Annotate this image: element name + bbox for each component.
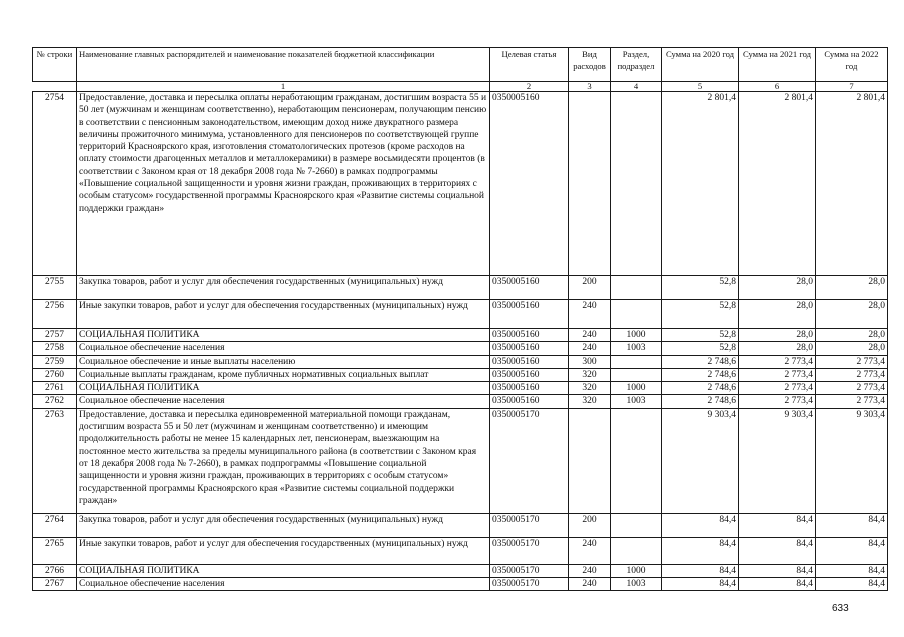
row-name: Закупка товаров, работ и услуг для обеспечения государственных (муниципальных) нужд [77,276,490,300]
row-name: Закупка товаров, работ и услуг для обеспечения государственных (муниципальных) нужд [77,513,490,537]
table-row [33,355,888,368]
table-row [33,342,888,355]
header-row-no: № строки [33,48,77,82]
row-target: 0350005170 [490,578,569,591]
row-sum-2022: 9 303,4 [816,408,888,513]
row-section: 1003 [611,578,662,591]
row-sum-2020: 84,4 [662,564,739,577]
row-target: 0350005170 [490,513,569,537]
table-row [33,564,888,577]
row-sum-2021: 84,4 [739,564,816,577]
row-name: СОЦИАЛЬНАЯ ПОЛИТИКА [77,564,490,577]
row-sum-2022: 2 801,4 [816,92,888,276]
header-sum-2021: Сумма на 2021 год [739,48,816,82]
row-sum-2020: 52,8 [662,329,739,342]
header-name: Наименование главных распорядителей и наименование показателей бюджетной классификации [77,48,490,82]
row-name: СОЦИАЛЬНАЯ ПОЛИТИКА [77,329,490,342]
row-expense-type [569,92,611,276]
column-number: 2 [490,82,569,92]
row-sum-2021: 84,4 [739,578,816,591]
row-name: Иные закупки товаров, работ и услуг для обеспечения государственных (муниципальных) нужд [77,300,490,329]
row-name: Социальные выплаты гражданам, кроме публичных нормативных социальных выплат [77,368,490,381]
row-sum-2021: 9 303,4 [739,408,816,513]
row-expense-type: 200 [569,276,611,300]
table-header-row [33,48,888,82]
row-target: 0350005160 [490,342,569,355]
column-number: 5 [662,82,739,92]
row-section: 1000 [611,564,662,577]
budget-table [32,47,888,591]
row-number: 2762 [33,395,77,408]
row-expense-type: 200 [569,513,611,537]
row-sum-2021: 2 773,4 [739,355,816,368]
row-section: 1000 [611,382,662,395]
row-sum-2022: 28,0 [816,276,888,300]
table-row [33,276,888,300]
row-section [611,355,662,368]
row-expense-type: 320 [569,368,611,381]
row-sum-2021: 28,0 [739,342,816,355]
row-target: 0350005160 [490,300,569,329]
row-expense-type: 240 [569,300,611,329]
row-name: Социальное обеспечение населения [77,578,490,591]
row-sum-2021: 84,4 [739,537,816,564]
row-sum-2022: 84,4 [816,578,888,591]
row-sum-2021: 28,0 [739,300,816,329]
row-name: СОЦИАЛЬНАЯ ПОЛИТИКА [77,382,490,395]
row-target: 0350005160 [490,355,569,368]
table-row [33,382,888,395]
table-row [33,513,888,537]
row-section [611,368,662,381]
row-sum-2020: 2 748,6 [662,368,739,381]
row-target: 0350005160 [490,382,569,395]
column-number: 6 [739,82,816,92]
row-section [611,300,662,329]
row-sum-2022: 2 773,4 [816,382,888,395]
table-row [33,537,888,564]
header-section: Раздел, подраздел [611,48,662,82]
row-number: 2765 [33,537,77,564]
row-sum-2021: 2 801,4 [739,92,816,276]
row-sum-2022: 2 773,4 [816,355,888,368]
row-target: 0350005160 [490,395,569,408]
row-number: 2754 [33,92,77,276]
row-number: 2757 [33,329,77,342]
row-sum-2022: 28,0 [816,300,888,329]
row-expense-type: 240 [569,329,611,342]
row-sum-2021: 2 773,4 [739,395,816,408]
row-sum-2022: 2 773,4 [816,395,888,408]
table-row [33,578,888,591]
row-sum-2020: 2 748,6 [662,382,739,395]
row-section: 1000 [611,329,662,342]
row-sum-2020: 2 748,6 [662,355,739,368]
row-number: 2758 [33,342,77,355]
row-sum-2020: 52,8 [662,276,739,300]
row-sum-2022: 28,0 [816,342,888,355]
row-number: 2767 [33,578,77,591]
row-expense-type: 240 [569,564,611,577]
row-number: 2759 [33,355,77,368]
row-sum-2022: 2 773,4 [816,368,888,381]
row-target: 0350005170 [490,537,569,564]
row-sum-2021: 84,4 [739,513,816,537]
row-expense-type [569,408,611,513]
row-number: 2761 [33,382,77,395]
row-target: 0350005170 [490,564,569,577]
row-sum-2022: 84,4 [816,564,888,577]
row-name: Социальное обеспечение и иные выплаты населению [77,355,490,368]
row-target: 0350005160 [490,276,569,300]
row-expense-type: 320 [569,395,611,408]
row-target: 0350005160 [490,92,569,276]
row-number: 2764 [33,513,77,537]
column-number: 7 [816,82,888,92]
header-sum-2020: Сумма на 2020 год [662,48,739,82]
row-number: 2755 [33,276,77,300]
row-sum-2022: 28,0 [816,329,888,342]
row-name: Социальное обеспечение населения [77,342,490,355]
row-section: 1003 [611,342,662,355]
row-expense-type: 240 [569,537,611,564]
row-expense-type: 240 [569,342,611,355]
row-sum-2020: 52,8 [662,300,739,329]
header-sum-2022: Сумма на 2022 год [816,48,888,82]
row-sum-2021: 28,0 [739,329,816,342]
row-section [611,408,662,513]
row-expense-type: 300 [569,355,611,368]
row-sum-2020: 2 748,6 [662,395,739,408]
row-section [611,537,662,564]
row-number: 2760 [33,368,77,381]
row-sum-2021: 2 773,4 [739,382,816,395]
row-expense-type: 320 [569,382,611,395]
table-row [33,368,888,381]
table-row [33,329,888,342]
row-name: Предоставление, доставка и пересылка оплаты неработающим гражданам, достигшим возраста 55 и 50 лет (мужчинам и женщинам соответственно), неработающим пенсионерам, получающим пенсию в соответствии с пенсионным законодательством, имеющим доход ниже двукратного размера величины прожиточного минимума, установленного для пенсионеров по соответствующей группе территорий Красноярского края, изготовления стоматологических протезов (кроме расходов на оплату стоимости драгоценных металлов и металлокерамики) в размере восьмидесяти процентов (в соответствии с Законом края от 18 декабря 2008 года № 7-2660) в рамках подпрограммы «Повышение социальной защищенности и уровня жизни граждан, проживающих в территориях с особым статусом» государственной программы Красноярского края «Развитие системы социальной поддержки граждан» [77,92,490,276]
row-section [611,513,662,537]
row-section [611,276,662,300]
row-sum-2022: 84,4 [816,537,888,564]
table-row [33,395,888,408]
table-row [33,300,888,329]
row-name: Предоставление, доставка и пересылка единовременной материальной помощи гражданам, достигшим возраста 55 и 50 лет (мужчинам и женщинам соответственно) и имеющим продолжительность работы не менее 15 календарных лет, пенсионерам, выезжающим на постоянное место жительства за пределы муниципального района (в соответствии с Законом края от 18 декабря 2008 года № 7-2660), в рамках подпрограммы «Повышение социальной защищенности и уровня жизни граждан, проживающих в территориях с особым статусом» государственной программы Красноярского края «Развитие системы социальной поддержки граждан» [77,408,490,513]
row-sum-2020: 84,4 [662,513,739,537]
header-expense-type: Вид расходов [569,48,611,82]
row-sum-2020: 2 801,4 [662,92,739,276]
row-sum-2021: 2 773,4 [739,368,816,381]
column-number: 3 [569,82,611,92]
column-number: 4 [611,82,662,92]
row-section: 1003 [611,395,662,408]
row-sum-2020: 84,4 [662,537,739,564]
row-expense-type: 240 [569,578,611,591]
row-number: 2756 [33,300,77,329]
row-number: 2763 [33,408,77,513]
table-row [33,92,888,276]
row-sum-2020: 84,4 [662,578,739,591]
row-target: 0350005160 [490,368,569,381]
row-name: Иные закупки товаров, работ и услуг для обеспечения государственных (муниципальных) нужд [77,537,490,564]
page-number: 633 [832,603,849,614]
table-row [33,408,888,513]
row-name: Социальное обеспечение населения [77,395,490,408]
column-number [33,82,77,92]
header-target: Целевая статья [490,48,569,82]
row-target: 0350005160 [490,329,569,342]
column-number-row [33,82,888,92]
row-number: 2766 [33,564,77,577]
column-number: 1 [77,82,490,92]
row-target: 0350005170 [490,408,569,513]
row-section [611,92,662,276]
row-sum-2022: 84,4 [816,513,888,537]
row-sum-2020: 52,8 [662,342,739,355]
row-sum-2020: 9 303,4 [662,408,739,513]
row-sum-2021: 28,0 [739,276,816,300]
